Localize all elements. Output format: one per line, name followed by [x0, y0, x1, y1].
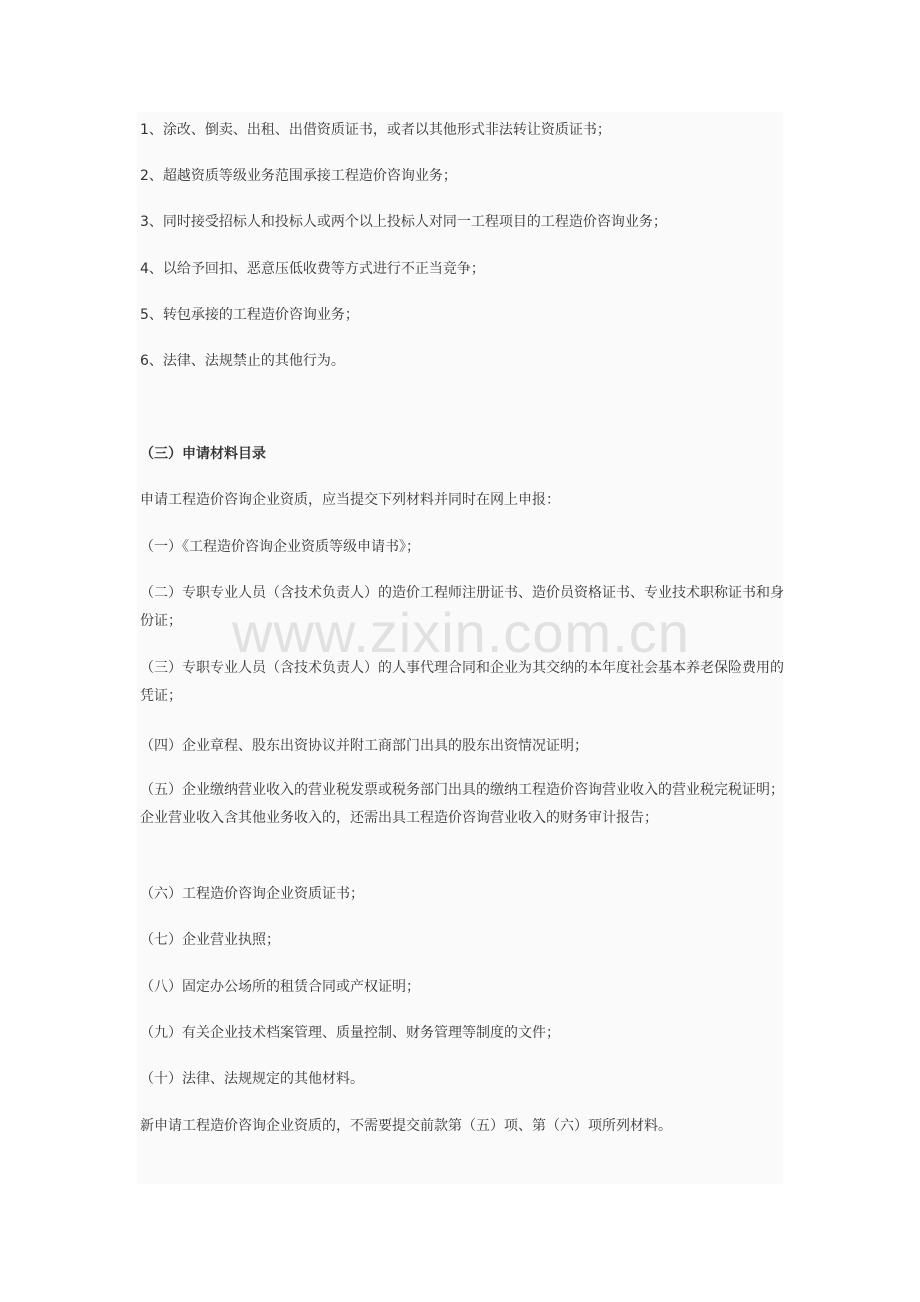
material-item-7: （七）企业营业执照；	[140, 932, 280, 948]
material-item-8: （八）固定办公场所的租赁合同或产权证明；	[140, 979, 420, 995]
material-item-5: （五）企业缴纳营业收入的营业税发票或税务部门出具的缴纳工程造价咨询营业收入的营业税完税证明；企业营业收入含其他业务收入的，还需出具工程造价咨询营业收入的财务审计报告；	[140, 782, 784, 826]
section-note: 新申请工程造价咨询企业资质的，不需要提交前款第（五）项、第（六）项所列材料。	[140, 1118, 672, 1134]
watermark: www.zixin.com.cn	[232, 601, 690, 664]
list-item-1: 1、涂改、倒卖、出租、出借资质证书，或者以其他形式非法转让资质证书；	[140, 122, 611, 138]
list-item-3: 3、同时接受招标人和投标人或两个以上投标人对同一工程项目的工程造价咨询业务；	[140, 214, 667, 230]
material-item-3: （三）专职专业人员（含技术负责人）的人事代理合同和企业为其交纳的本年度社会基本养老保险费用的凭证；	[140, 660, 784, 704]
list-item-5: 5、转包承接的工程造价咨询业务；	[140, 307, 359, 323]
material-item-6: （六）工程造价咨询企业资质证书；	[140, 886, 364, 902]
material-item-2: （二）专职专业人员（含技术负责人）的造价工程师注册证书、造价员资格证书、专业技术职称证书和身份证；	[140, 585, 784, 629]
section-heading: （三）申请材料目录	[140, 446, 266, 462]
material-item-4: （四）企业章程、股东出资协议并附工商部门出具的股东出资情况证明；	[140, 738, 588, 754]
material-item-10: （十）法律、法规规定的其他材料。	[140, 1071, 364, 1087]
list-item-6: 6、法律、法规禁止的其他行为。	[140, 353, 345, 369]
list-item-4: 4、以给予回扣、恶意压低收费等方式进行不正当竞争；	[140, 261, 485, 277]
list-item-2: 2、超越资质等级业务范围承接工程造价咨询业务；	[140, 168, 457, 184]
material-item-9: （九）有关企业技术档案管理、质量控制、财务管理等制度的文件；	[140, 1025, 560, 1041]
section-intro: 申请工程造价咨询企业资质，应当提交下列材料并同时在网上申报：	[140, 492, 560, 508]
material-item-1: （一）《工程造价咨询企业资质等级申请书》；	[140, 539, 420, 555]
